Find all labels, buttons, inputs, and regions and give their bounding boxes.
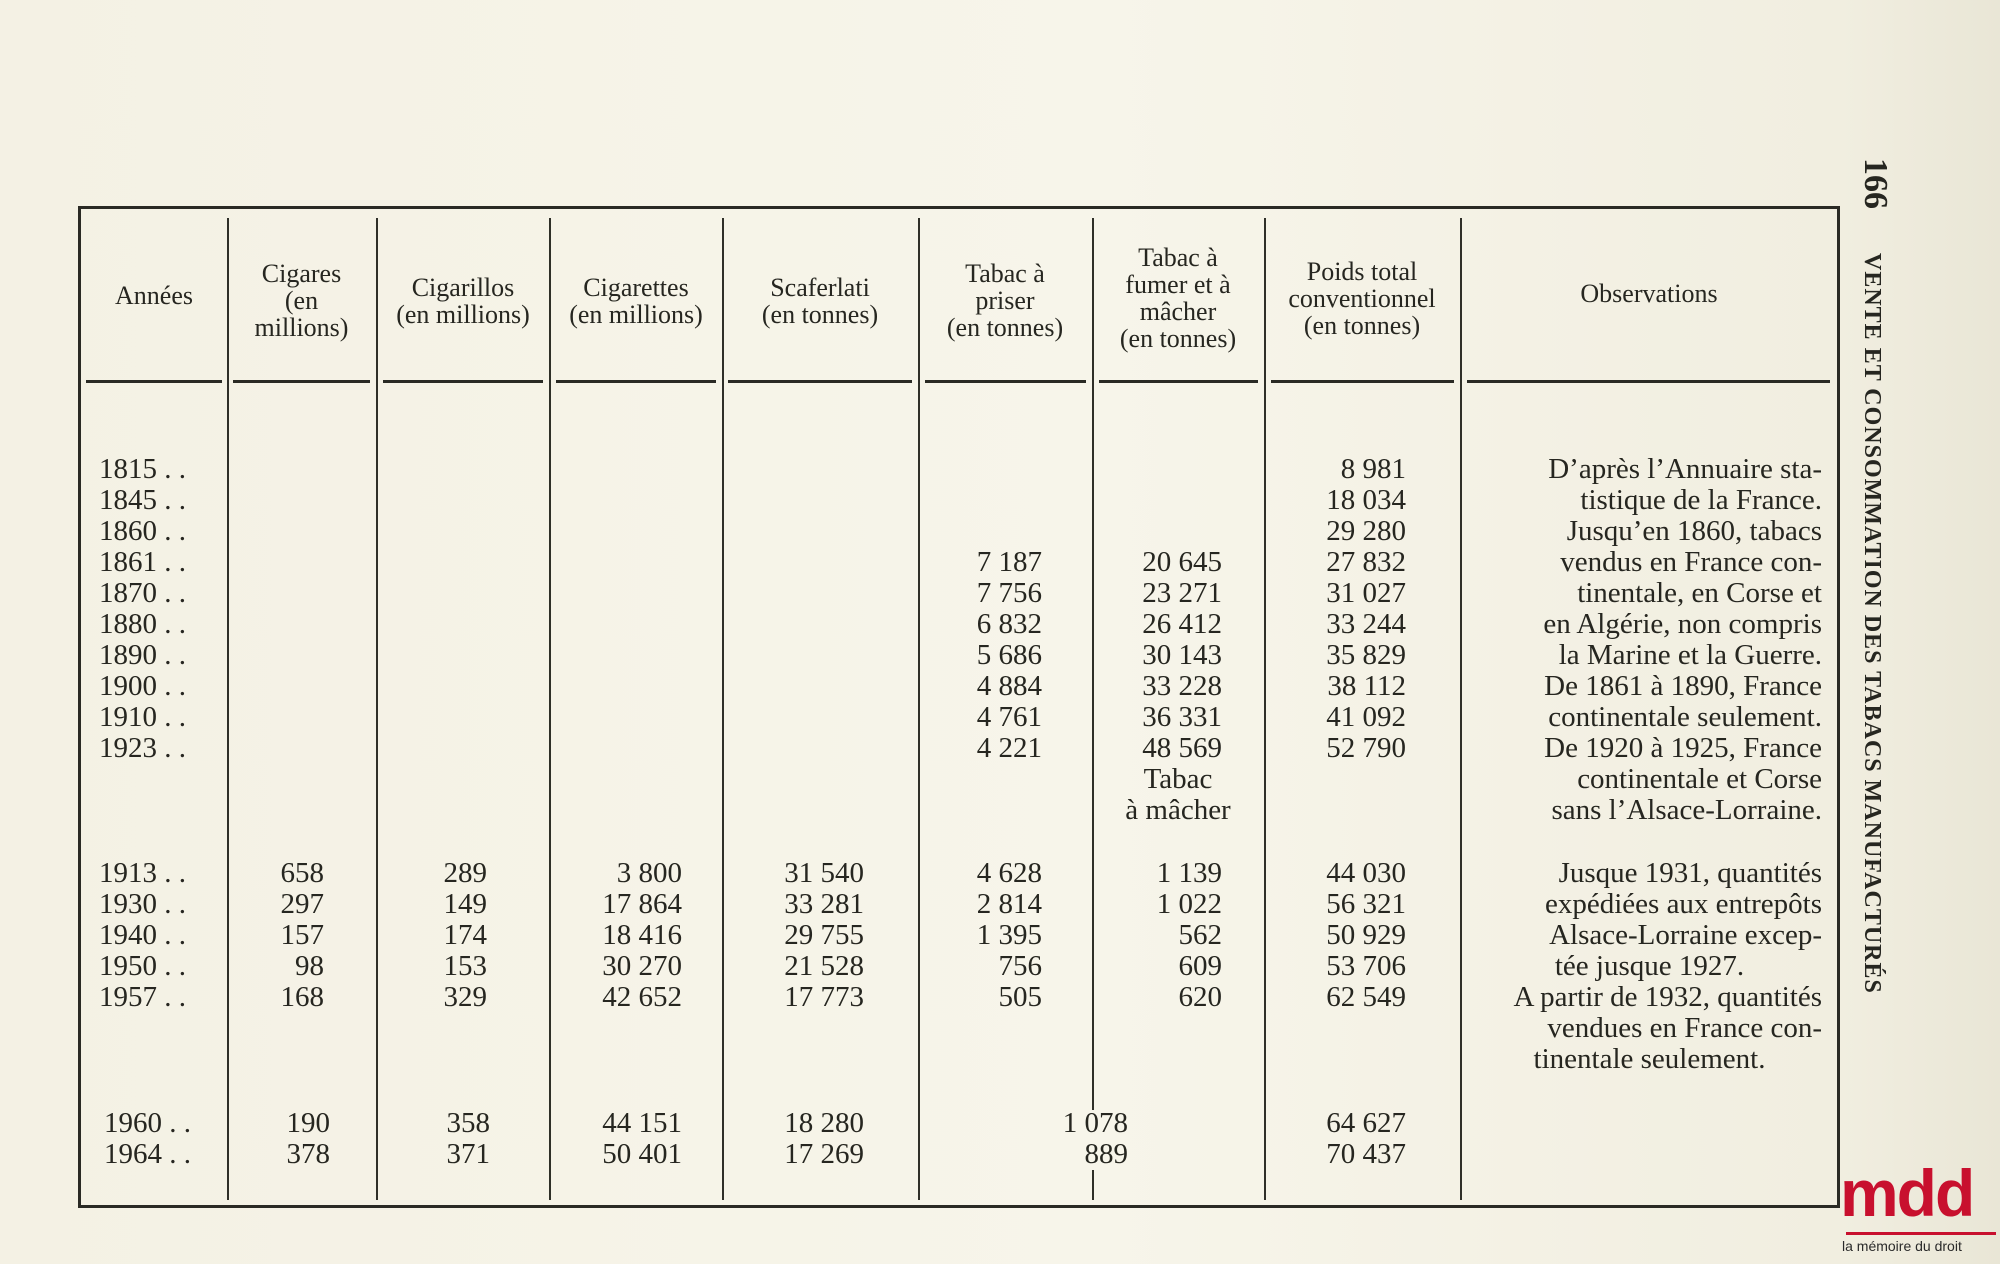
- cigarettes-1913-1957: 3 800 17 864 18 416 30 270 42 652: [602, 857, 682, 1013]
- header-cigarettes: Cigarettes (en millions): [569, 273, 703, 329]
- obs-line: De 1861 à 1890, France: [1544, 670, 1822, 702]
- tabac-macher-1913-1957: 1 139 1 022 562 609 620: [1156, 857, 1222, 1013]
- logo-tagline: la mémoire du droit: [1842, 1238, 1962, 1254]
- cigares-1960-1964: 190 378: [286, 1107, 330, 1170]
- running-head: [1856, 158, 1894, 994]
- years-1960-1964: 1960 . . 1964 . .: [104, 1107, 191, 1170]
- obs-line: en Algérie, non compris: [1543, 608, 1822, 640]
- obs-line: tinentale seulement.: [1533, 1043, 1766, 1075]
- header-tabac-priser: Tabac à priser (en tonnes): [946, 259, 1064, 342]
- obs-line: tistique de la France.: [1580, 484, 1822, 516]
- header-annees: Années: [115, 281, 193, 310]
- header-cigares: Cigares (en millions): [254, 259, 349, 342]
- header-cigarillos: Cigarillos (en millions): [396, 273, 530, 329]
- column-divider: [1092, 218, 1094, 1110]
- tabac-fumer-1815-1923: 20 645 23 271 26 412 30 143 33 228 36 331 48 569: [1142, 546, 1222, 764]
- tabac-macher-subheader: Tabac à mâcher: [1125, 763, 1231, 826]
- obs-line: Jusque 1931, quantités: [1558, 857, 1822, 889]
- obs-line: la Marine et la Guerre.: [1558, 639, 1822, 671]
- logo-mark: mdd: [1840, 1156, 1974, 1230]
- header-rule: [233, 380, 370, 383]
- running-title: VENTE ET CONSOMMATION DES TABACS MANUFACTURÉS: [1859, 253, 1885, 994]
- poids-total-1815-1923: 8 981 18 034 29 280 27 832 31 027 33 244 35 829 38 112 41 092 52 790: [1326, 453, 1406, 764]
- header-rule: [1467, 380, 1830, 383]
- tabac-priser-fumer-1960-1964: 1 078 889: [1062, 1107, 1128, 1170]
- tabac-priser-1815-1923: 7 187 7 756 6 832 5 686 4 884 4 761 4 221: [976, 546, 1042, 764]
- obs-line: Jusqu’en 1860, tabacs: [1566, 515, 1822, 547]
- header-observations: Observations: [1580, 279, 1718, 308]
- column-divider: [549, 218, 551, 1200]
- mdd-logo: [1836, 1158, 2000, 1264]
- column-divider: [227, 218, 229, 1200]
- obs-line: Alsace-Lorraine excep-: [1549, 919, 1822, 951]
- obs-line: tinentale, en Corse et: [1577, 577, 1822, 609]
- obs-line: tée jusque 1927.: [1554, 950, 1745, 982]
- header-scaferlati: Scaferlati (en tonnes): [761, 273, 879, 329]
- header-rule: [1271, 380, 1454, 383]
- obs-line: sans l’Alsace-Lorraine.: [1551, 794, 1822, 826]
- header-rule: [925, 380, 1086, 383]
- poids-total-1913-1957: 44 030 56 321 50 929 53 706 62 549: [1326, 857, 1406, 1013]
- years-1815-1923: 1815 . . 1845 . . 1860 . . 1861 . . 1870 . . 1880 . . 1890 . . 1900 . . 1910 . . 1923 . .: [99, 453, 186, 764]
- obs-line: expédiées aux entrepôts: [1544, 888, 1822, 920]
- obs-line: continentale seulement.: [1548, 701, 1822, 733]
- header-rule: [383, 380, 543, 383]
- obs-line: D’après l’Annuaire sta-: [1548, 453, 1822, 485]
- years-1913-1957: 1913 . . 1930 . . 1940 . . 1950 . . 1957 . .: [99, 857, 186, 1013]
- page-number: 166: [1857, 158, 1894, 209]
- header-rule: [556, 380, 716, 383]
- cigarillos-1913-1957: 289 149 174 153 329: [443, 857, 487, 1013]
- logo-underline: [1846, 1232, 1996, 1235]
- observations-note-2: [1477, 858, 1822, 1075]
- scaferlati-1960-1964: 18 280 17 269: [784, 1107, 864, 1170]
- header-poids-total: Poids total conventionnel (en tonnes): [1288, 257, 1436, 340]
- column-divider: [918, 218, 920, 1200]
- header-rule: [86, 380, 222, 383]
- obs-line: vendues en France con-: [1547, 1012, 1822, 1044]
- cigares-1913-1957: 658 297 157 98 168: [280, 857, 324, 1013]
- poids-total-1960-1964: 64 627 70 437: [1326, 1107, 1406, 1170]
- obs-line: De 1920 à 1925, France: [1544, 732, 1822, 764]
- header-rule: [728, 380, 912, 383]
- scaferlati-1913-1957: 31 540 33 281 29 755 21 528 17 773: [784, 857, 864, 1013]
- header-tabac-fumer: Tabac à fumer et à mâcher (en tonnes): [1119, 243, 1237, 353]
- cigarettes-1960-1964: 44 151 50 401: [602, 1107, 682, 1170]
- column-divider: [1264, 218, 1266, 1200]
- obs-line: continentale et Corse: [1577, 763, 1822, 795]
- header-rule: [1099, 380, 1258, 383]
- column-divider: [1092, 1170, 1094, 1200]
- column-divider: [1460, 218, 1462, 1200]
- cigarillos-1960-1964: 358 371: [446, 1107, 490, 1170]
- obs-line: A partir de 1932, quantités: [1513, 981, 1822, 1013]
- observations-note-1: [1477, 454, 1822, 826]
- tabac-priser-1913-1957: 4 628 2 814 1 395 756 505: [976, 857, 1042, 1013]
- obs-line: vendus en France con-: [1560, 546, 1822, 578]
- column-divider: [722, 218, 724, 1200]
- column-divider: [376, 218, 378, 1200]
